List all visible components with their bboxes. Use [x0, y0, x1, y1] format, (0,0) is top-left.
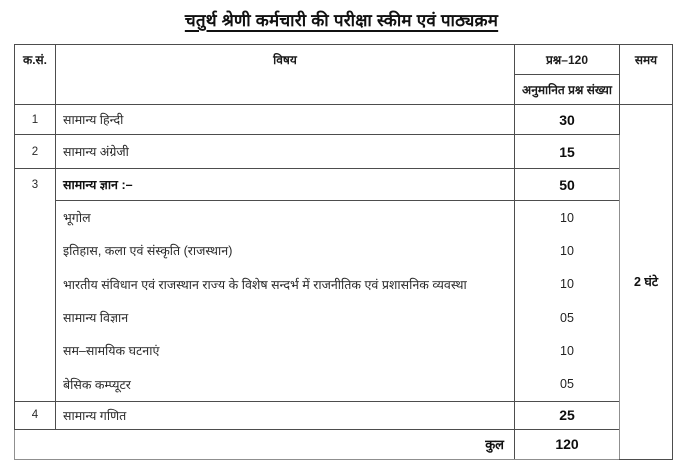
- page-title: चतुर्थ श्रेणी कर्मचारी की परीक्षा स्कीम एवं पाठ्यक्रम: [184, 11, 499, 30]
- time-value-cell: 2 घंटे: [620, 105, 673, 460]
- table-row-4: [15, 401, 673, 429]
- header-subject: विषय: [56, 45, 515, 105]
- row4-serial: 4: [15, 401, 56, 429]
- header-questions: प्रश्न–120: [515, 45, 620, 75]
- subitem-constitution-questions: 10: [560, 277, 574, 292]
- subitem-geography-questions: 10: [560, 210, 574, 225]
- total-value: 120: [515, 429, 620, 459]
- row1-serial: 1: [15, 105, 56, 135]
- header-questions-subtitle: अनुमानित प्रश्न संख्या: [515, 75, 620, 105]
- table-body: [15, 105, 673, 460]
- row3-questions: 50: [515, 169, 620, 201]
- subitems-subject-cell: [56, 201, 515, 402]
- subitems-questions-cell: [515, 201, 620, 402]
- total-label: कुल: [15, 429, 515, 459]
- table-row-1: [15, 105, 673, 135]
- table-header: [15, 45, 673, 105]
- subitem-current-events-questions: 10: [560, 343, 574, 358]
- subitem-geography: भूगोल: [63, 211, 91, 226]
- row3-subject: सामान्य ज्ञान :–: [56, 169, 515, 201]
- subitem-general-science: सामान्य विज्ञान: [63, 311, 129, 326]
- row3-serial: 3: [15, 169, 56, 402]
- subitem-computer-questions: 05: [560, 377, 574, 392]
- exam-scheme-table: [14, 44, 673, 460]
- row4-subject: सामान्य गणित: [56, 401, 515, 429]
- subitem-current-events: सम–सामयिक घटनाएं: [63, 344, 160, 359]
- row2-subject: सामान्य अंग्रेजी: [56, 135, 515, 169]
- table-row-3: [15, 169, 673, 201]
- row2-questions: 15: [515, 135, 620, 169]
- table-row-2: [15, 135, 673, 169]
- row2-serial: 2: [15, 135, 56, 169]
- subitem-history-questions: 10: [560, 243, 574, 258]
- subitem-constitution-polity: भारतीय संविधान एवं राजस्थान राज्य के विशेष सन्दर्भ में राजनीतिक एवं प्रशासनिक व्यवस्था: [63, 277, 467, 292]
- row4-questions: 25: [515, 401, 620, 429]
- subitem-basic-computer: बेसिक कम्प्यूटर: [63, 377, 131, 392]
- table-row-total: [15, 429, 673, 459]
- row1-questions: 30: [515, 105, 620, 135]
- row1-subject: सामान्य हिन्दी: [56, 105, 515, 135]
- header-time: समय: [620, 45, 673, 105]
- subitem-science-questions: 05: [560, 310, 574, 325]
- title-bar: [0, 8, 683, 31]
- header-serial: क.सं.: [15, 45, 56, 105]
- table-row-3-subitems: [15, 201, 673, 402]
- subitem-history-art-culture: इतिहास, कला एवं संस्कृति (राजस्थान): [63, 244, 233, 259]
- header-row-main: [15, 45, 673, 75]
